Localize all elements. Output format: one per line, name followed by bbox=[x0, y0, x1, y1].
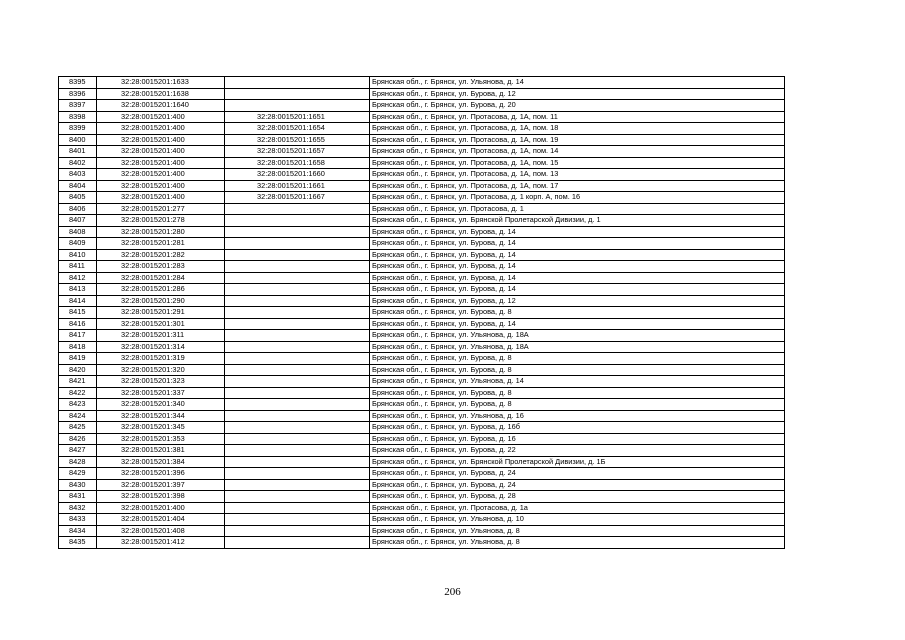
table-row bbox=[59, 410, 785, 422]
cell-parent-cadastral-number bbox=[225, 456, 370, 468]
table-row bbox=[59, 272, 785, 284]
cell-cadastral-number: 32:28:0015201:277 bbox=[97, 203, 225, 215]
cell-cadastral-number: 32:28:0015201:353 bbox=[97, 433, 225, 445]
cell-row-number: 8399 bbox=[59, 123, 97, 135]
cell-parent-cadastral-number bbox=[225, 272, 370, 284]
cell-address: Брянская обл., г. Брянск, ул. Протасова, д. 1А, пом. 14 bbox=[370, 146, 785, 158]
cell-address: Брянская обл., г. Брянск, ул. Протасова, д. 1А, пом. 19 bbox=[370, 134, 785, 146]
cell-row-number: 8410 bbox=[59, 249, 97, 261]
table-row bbox=[59, 387, 785, 399]
table-row bbox=[59, 100, 785, 112]
cell-cadastral-number: 32:28:0015201:282 bbox=[97, 249, 225, 261]
cell-address: Брянская обл., г. Брянск, ул. Бурова, д. 20 bbox=[370, 100, 785, 112]
cell-cadastral-number: 32:28:0015201:1638 bbox=[97, 88, 225, 100]
cell-parent-cadastral-number bbox=[225, 295, 370, 307]
cell-parent-cadastral-number bbox=[225, 353, 370, 365]
cell-address: Брянская обл., г. Брянск, ул. Бурова, д. 14 bbox=[370, 249, 785, 261]
table-row bbox=[59, 422, 785, 434]
cell-cadastral-number: 32:28:0015201:400 bbox=[97, 192, 225, 204]
table-row bbox=[59, 157, 785, 169]
cell-row-number: 8431 bbox=[59, 491, 97, 503]
cell-parent-cadastral-number bbox=[225, 525, 370, 537]
cell-address: Брянская обл., г. Брянск, ул. Бурова, д. 24 bbox=[370, 479, 785, 491]
cell-cadastral-number: 32:28:0015201:1633 bbox=[97, 77, 225, 89]
table-row bbox=[59, 468, 785, 480]
table-row bbox=[59, 341, 785, 353]
cell-cadastral-number: 32:28:0015201:400 bbox=[97, 169, 225, 181]
cell-address: Брянская обл., г. Брянск, ул. Протасова, д. 1А, пом. 17 bbox=[370, 180, 785, 192]
cell-parent-cadastral-number bbox=[225, 387, 370, 399]
cell-address: Брянская обл., г. Брянск, ул. Бурова, д. 14 bbox=[370, 226, 785, 238]
table-row bbox=[59, 226, 785, 238]
cell-address: Брянская обл., г. Брянск, ул. Бурова, д. 12 bbox=[370, 295, 785, 307]
cell-parent-cadastral-number bbox=[225, 330, 370, 342]
cell-address: Брянская обл., г. Брянск, ул. Протасова, д. 1А, пом. 18 bbox=[370, 123, 785, 135]
cell-address: Брянская обл., г. Брянск, ул. Протасова, д. 1 bbox=[370, 203, 785, 215]
cell-cadastral-number: 32:28:0015201:400 bbox=[97, 134, 225, 146]
table-body bbox=[59, 77, 785, 549]
cell-address: Брянская обл., г. Брянск, ул. Ульянова, д. 10 bbox=[370, 514, 785, 526]
cell-parent-cadastral-number bbox=[225, 203, 370, 215]
cell-address: Брянская обл., г. Брянск, ул. Ульянова, д. 18А bbox=[370, 330, 785, 342]
cell-cadastral-number: 32:28:0015201:404 bbox=[97, 514, 225, 526]
cell-parent-cadastral-number bbox=[225, 445, 370, 457]
table-row bbox=[59, 295, 785, 307]
cell-parent-cadastral-number bbox=[225, 364, 370, 376]
cell-cadastral-number: 32:28:0015201:281 bbox=[97, 238, 225, 250]
table-row bbox=[59, 203, 785, 215]
cell-address: Брянская обл., г. Брянск, ул. Бурова, д. 12 bbox=[370, 88, 785, 100]
cell-parent-cadastral-number: 32:28:0015201:1660 bbox=[225, 169, 370, 181]
cell-row-number: 8397 bbox=[59, 100, 97, 112]
cell-address: Брянская обл., г. Брянск, ул. Бурова, д. 24 bbox=[370, 468, 785, 480]
cell-address: Брянская обл., г. Брянск, ул. Ульянова, д. 8 bbox=[370, 525, 785, 537]
cell-parent-cadastral-number bbox=[225, 307, 370, 319]
cell-address: Брянская обл., г. Брянск, ул. Бурова, д. 8 bbox=[370, 307, 785, 319]
cell-parent-cadastral-number bbox=[225, 514, 370, 526]
cell-cadastral-number: 32:28:0015201:400 bbox=[97, 180, 225, 192]
table-row bbox=[59, 111, 785, 123]
cell-row-number: 8411 bbox=[59, 261, 97, 273]
cell-address: Брянская обл., г. Брянск, ул. Бурова, д. 14 bbox=[370, 318, 785, 330]
cell-row-number: 8396 bbox=[59, 88, 97, 100]
cell-cadastral-number: 32:28:0015201:337 bbox=[97, 387, 225, 399]
table-row bbox=[59, 88, 785, 100]
cell-parent-cadastral-number: 32:28:0015201:1654 bbox=[225, 123, 370, 135]
cell-address: Брянская обл., г. Брянск, ул. Протасова, д. 1А, пом. 11 bbox=[370, 111, 785, 123]
table-row bbox=[59, 525, 785, 537]
cell-cadastral-number: 32:28:0015201:284 bbox=[97, 272, 225, 284]
cell-address: Брянская обл., г. Брянск, ул. Протасова, д. 1А, пом. 15 bbox=[370, 157, 785, 169]
table-row bbox=[59, 261, 785, 273]
cell-parent-cadastral-number: 32:28:0015201:1667 bbox=[225, 192, 370, 204]
table-row bbox=[59, 77, 785, 89]
cell-address: Брянская обл., г. Брянск, ул. Бурова, д. 8 bbox=[370, 353, 785, 365]
cell-cadastral-number: 32:28:0015201:290 bbox=[97, 295, 225, 307]
table-row bbox=[59, 146, 785, 158]
cell-cadastral-number: 32:28:0015201:400 bbox=[97, 123, 225, 135]
cell-address: Брянская обл., г. Брянск, ул. Протасова, д. 1А, пом. 13 bbox=[370, 169, 785, 181]
cell-row-number: 8432 bbox=[59, 502, 97, 514]
cell-row-number: 8420 bbox=[59, 364, 97, 376]
cell-cadastral-number: 32:28:0015201:278 bbox=[97, 215, 225, 227]
cell-row-number: 8403 bbox=[59, 169, 97, 181]
cell-address: Брянская обл., г. Брянск, ул. Брянской Пролетарской Дивизии, д. 1 bbox=[370, 215, 785, 227]
cell-cadastral-number: 32:28:0015201:320 bbox=[97, 364, 225, 376]
table-row bbox=[59, 353, 785, 365]
cell-row-number: 8430 bbox=[59, 479, 97, 491]
cell-cadastral-number: 32:28:0015201:345 bbox=[97, 422, 225, 434]
cell-cadastral-number: 32:28:0015201:291 bbox=[97, 307, 225, 319]
table-row bbox=[59, 399, 785, 411]
cell-address: Брянская обл., г. Брянск, ул. Ульянова, д. 16 bbox=[370, 410, 785, 422]
cell-cadastral-number: 32:28:0015201:286 bbox=[97, 284, 225, 296]
cell-address: Брянская обл., г. Брянск, ул. Брянской Пролетарской Дивизии, д. 1Б bbox=[370, 456, 785, 468]
table-row bbox=[59, 537, 785, 549]
cell-address: Брянская обл., г. Брянск, ул. Бурова, д. 22 bbox=[370, 445, 785, 457]
cell-row-number: 8402 bbox=[59, 157, 97, 169]
table-row bbox=[59, 433, 785, 445]
table-row bbox=[59, 180, 785, 192]
cell-address: Брянская обл., г. Брянск, ул. Протасова, д. 1 корп. А, пом. 16 bbox=[370, 192, 785, 204]
cell-address: Брянская обл., г. Брянск, ул. Бурова, д. 28 bbox=[370, 491, 785, 503]
cell-row-number: 8425 bbox=[59, 422, 97, 434]
cell-address: Брянская обл., г. Брянск, ул. Бурова, д. 8 bbox=[370, 387, 785, 399]
cell-row-number: 8400 bbox=[59, 134, 97, 146]
cell-parent-cadastral-number bbox=[225, 261, 370, 273]
cell-cadastral-number: 32:28:0015201:283 bbox=[97, 261, 225, 273]
cell-row-number: 8415 bbox=[59, 307, 97, 319]
cell-address: Брянская обл., г. Брянск, ул. Бурова, д. 8 bbox=[370, 364, 785, 376]
table-row bbox=[59, 376, 785, 388]
cell-row-number: 8413 bbox=[59, 284, 97, 296]
cell-cadastral-number: 32:28:0015201:344 bbox=[97, 410, 225, 422]
cell-cadastral-number: 32:28:0015201:400 bbox=[97, 111, 225, 123]
cell-cadastral-number: 32:28:0015201:280 bbox=[97, 226, 225, 238]
cell-address: Брянская обл., г. Брянск, ул. Бурова, д. 14 bbox=[370, 238, 785, 250]
cell-cadastral-number: 32:28:0015201:319 bbox=[97, 353, 225, 365]
cell-address: Брянская обл., г. Брянск, ул. Протасова, д. 1а bbox=[370, 502, 785, 514]
cell-parent-cadastral-number bbox=[225, 537, 370, 549]
table-row bbox=[59, 318, 785, 330]
cell-row-number: 8422 bbox=[59, 387, 97, 399]
cell-row-number: 8412 bbox=[59, 272, 97, 284]
cell-parent-cadastral-number bbox=[225, 479, 370, 491]
cell-cadastral-number: 32:28:0015201:384 bbox=[97, 456, 225, 468]
cell-parent-cadastral-number bbox=[225, 284, 370, 296]
cell-row-number: 8421 bbox=[59, 376, 97, 388]
table-row bbox=[59, 192, 785, 204]
cell-row-number: 8414 bbox=[59, 295, 97, 307]
cell-cadastral-number: 32:28:0015201:408 bbox=[97, 525, 225, 537]
cell-row-number: 8428 bbox=[59, 456, 97, 468]
table-row bbox=[59, 284, 785, 296]
cell-address: Брянская обл., г. Брянск, ул. Бурова, д. 14 bbox=[370, 261, 785, 273]
cell-parent-cadastral-number bbox=[225, 88, 370, 100]
cell-parent-cadastral-number: 32:28:0015201:1651 bbox=[225, 111, 370, 123]
table-row bbox=[59, 445, 785, 457]
cell-row-number: 8417 bbox=[59, 330, 97, 342]
table-row bbox=[59, 514, 785, 526]
page-number: 206 bbox=[444, 586, 461, 598]
cell-parent-cadastral-number bbox=[225, 468, 370, 480]
table-row bbox=[59, 238, 785, 250]
table-row bbox=[59, 134, 785, 146]
cell-row-number: 8398 bbox=[59, 111, 97, 123]
cell-row-number: 8419 bbox=[59, 353, 97, 365]
cell-parent-cadastral-number bbox=[225, 376, 370, 388]
table-row bbox=[59, 364, 785, 376]
cell-row-number: 8401 bbox=[59, 146, 97, 158]
cell-row-number: 8404 bbox=[59, 180, 97, 192]
table-row bbox=[59, 479, 785, 491]
cell-row-number: 8405 bbox=[59, 192, 97, 204]
table-row bbox=[59, 456, 785, 468]
cell-cadastral-number: 32:28:0015201:340 bbox=[97, 399, 225, 411]
cell-parent-cadastral-number bbox=[225, 238, 370, 250]
cell-row-number: 8407 bbox=[59, 215, 97, 227]
cell-address: Брянская обл., г. Брянск, ул. Ульянова, д. 8 bbox=[370, 537, 785, 549]
cell-cadastral-number: 32:28:0015201:397 bbox=[97, 479, 225, 491]
cell-parent-cadastral-number bbox=[225, 318, 370, 330]
cell-parent-cadastral-number bbox=[225, 249, 370, 261]
cell-cadastral-number: 32:28:0015201:311 bbox=[97, 330, 225, 342]
cell-parent-cadastral-number bbox=[225, 422, 370, 434]
cell-cadastral-number: 32:28:0015201:398 bbox=[97, 491, 225, 503]
table-row bbox=[59, 330, 785, 342]
cell-parent-cadastral-number: 32:28:0015201:1661 bbox=[225, 180, 370, 192]
cell-address: Брянская обл., г. Брянск, ул. Ульянова, д. 14 bbox=[370, 77, 785, 89]
cell-parent-cadastral-number: 32:28:0015201:1658 bbox=[225, 157, 370, 169]
cell-address: Брянская обл., г. Брянск, ул. Бурова, д. 16б bbox=[370, 422, 785, 434]
cell-row-number: 8406 bbox=[59, 203, 97, 215]
cell-parent-cadastral-number bbox=[225, 215, 370, 227]
cell-parent-cadastral-number bbox=[225, 341, 370, 353]
cell-cadastral-number: 32:28:0015201:412 bbox=[97, 537, 225, 549]
table-row bbox=[59, 307, 785, 319]
cell-parent-cadastral-number bbox=[225, 100, 370, 112]
cell-row-number: 8416 bbox=[59, 318, 97, 330]
cell-cadastral-number: 32:28:0015201:400 bbox=[97, 157, 225, 169]
cell-row-number: 8418 bbox=[59, 341, 97, 353]
cell-cadastral-number: 32:28:0015201:381 bbox=[97, 445, 225, 457]
cell-parent-cadastral-number bbox=[225, 399, 370, 411]
cell-parent-cadastral-number bbox=[225, 502, 370, 514]
cell-parent-cadastral-number bbox=[225, 77, 370, 89]
cell-parent-cadastral-number bbox=[225, 226, 370, 238]
cell-address: Брянская обл., г. Брянск, ул. Ульянова, д. 18А bbox=[370, 341, 785, 353]
cell-row-number: 8435 bbox=[59, 537, 97, 549]
cell-address: Брянская обл., г. Брянск, ул. Бурова, д. 8 bbox=[370, 399, 785, 411]
cell-cadastral-number: 32:28:0015201:400 bbox=[97, 502, 225, 514]
table-row bbox=[59, 249, 785, 261]
cell-row-number: 8423 bbox=[59, 399, 97, 411]
cell-parent-cadastral-number: 32:28:0015201:1657 bbox=[225, 146, 370, 158]
cell-row-number: 8424 bbox=[59, 410, 97, 422]
cell-row-number: 8408 bbox=[59, 226, 97, 238]
cell-parent-cadastral-number: 32:28:0015201:1655 bbox=[225, 134, 370, 146]
cell-cadastral-number: 32:28:0015201:301 bbox=[97, 318, 225, 330]
table-row bbox=[59, 123, 785, 135]
table-row bbox=[59, 502, 785, 514]
cell-cadastral-number: 32:28:0015201:323 bbox=[97, 376, 225, 388]
cell-row-number: 8426 bbox=[59, 433, 97, 445]
cell-row-number: 8409 bbox=[59, 238, 97, 250]
table-row bbox=[59, 215, 785, 227]
cell-row-number: 8434 bbox=[59, 525, 97, 537]
cell-cadastral-number: 32:28:0015201:396 bbox=[97, 468, 225, 480]
table-row bbox=[59, 169, 785, 181]
cell-cadastral-number: 32:28:0015201:314 bbox=[97, 341, 225, 353]
cell-parent-cadastral-number bbox=[225, 410, 370, 422]
cell-row-number: 8395 bbox=[59, 77, 97, 89]
cadastral-table bbox=[58, 76, 785, 549]
cell-cadastral-number: 32:28:0015201:1640 bbox=[97, 100, 225, 112]
cell-row-number: 8429 bbox=[59, 468, 97, 480]
cell-cadastral-number: 32:28:0015201:400 bbox=[97, 146, 225, 158]
cell-row-number: 8433 bbox=[59, 514, 97, 526]
cell-address: Брянская обл., г. Брянск, ул. Ульянова, д. 14 bbox=[370, 376, 785, 388]
cell-parent-cadastral-number bbox=[225, 433, 370, 445]
table-row bbox=[59, 491, 785, 503]
cell-row-number: 8427 bbox=[59, 445, 97, 457]
cell-parent-cadastral-number bbox=[225, 491, 370, 503]
cell-address: Брянская обл., г. Брянск, ул. Бурова, д. 14 bbox=[370, 272, 785, 284]
cell-address: Брянская обл., г. Брянск, ул. Бурова, д. 16 bbox=[370, 433, 785, 445]
cell-address: Брянская обл., г. Брянск, ул. Бурова, д. 14 bbox=[370, 284, 785, 296]
